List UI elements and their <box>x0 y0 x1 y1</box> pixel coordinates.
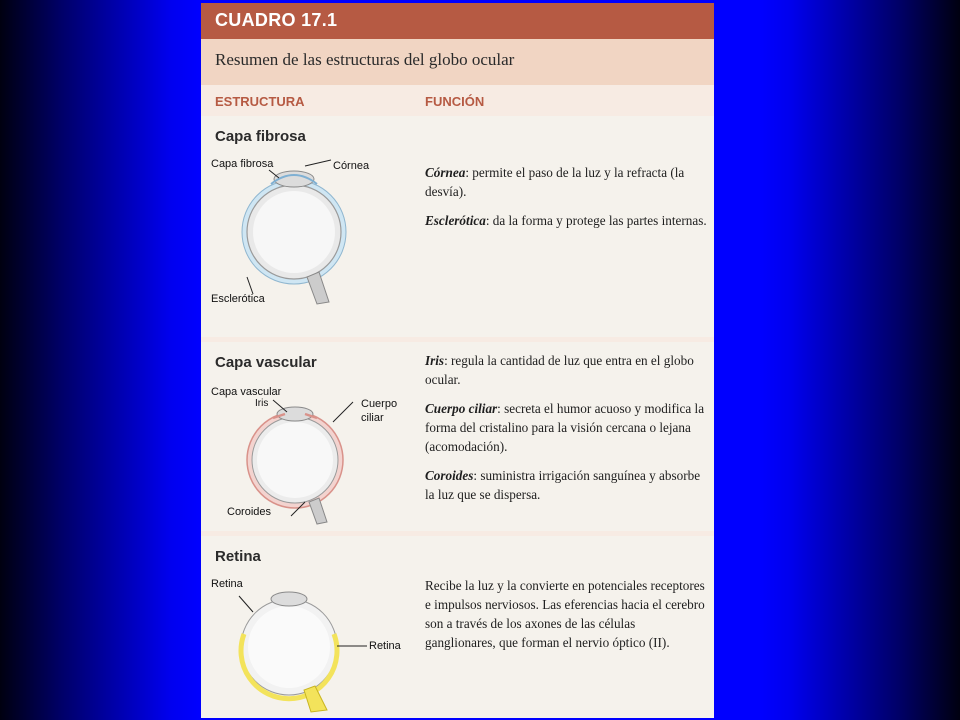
table-banner <box>201 3 714 39</box>
summary-table-card <box>201 3 714 718</box>
section-title: Capa vascular <box>215 354 317 371</box>
iris-function: Iris: regula la cantidad de luz que entra en el globo ocular. <box>425 353 694 387</box>
retina-function: Recibe la luz y la convierte en potenciales receptores e impulsos nerviosos. Las eferencias hacia el cerebro son a través de los axones de las células ganglionares, que forman el nervio óptico (II). <box>425 578 705 650</box>
sclera-function: Esclerótica: da la forma y protege las partes internas. <box>425 213 707 228</box>
table-caption-bar <box>201 39 714 85</box>
fibrous-layer-description <box>425 163 707 240</box>
table-number: CUADRO 17.1 <box>215 10 338 30</box>
label-fibrous-layer: Capa fibrosa <box>211 158 274 170</box>
label-cornea: Córnea <box>333 160 370 172</box>
choroid-function: Coroides: suministra irrigación sanguínea y absorbe la luz que se dispersa. <box>425 468 701 502</box>
table-row-retina <box>201 536 714 718</box>
section-title: Retina <box>215 548 261 565</box>
label-iris: Iris <box>255 398 269 409</box>
vascular-layer-description <box>425 351 707 514</box>
label-vascular-layer: Capa vascular <box>211 386 282 398</box>
column-headers <box>201 85 714 115</box>
section-title: Capa fibrosa <box>215 128 306 145</box>
column-header-function: FUNCIÓN <box>425 94 485 109</box>
label-retina-top: Retina <box>211 578 243 590</box>
label-retina-side: Retina <box>369 640 401 652</box>
cornea-function: Córnea: permite el paso de la luz y la refracta (la desvía). <box>425 165 685 199</box>
table-row-vascular-layer <box>201 342 714 531</box>
label-sclera: Esclerótica <box>211 293 265 305</box>
table-caption: Resumen de las estructuras del globo ocular <box>215 50 515 69</box>
retina-description <box>425 576 707 662</box>
column-header-structure: ESTRUCTURA <box>215 94 305 109</box>
label-ciliary-body-2: ciliar <box>361 412 384 424</box>
label-ciliary-body-1: Cuerpo <box>361 398 398 410</box>
label-choroid: Coroides <box>227 506 272 518</box>
ciliary-body-function: Cuerpo ciliar: secreta el humor acuoso y modifica la forma del cristalino para la visión cercana o lejana (acomodación). <box>425 401 705 454</box>
table-row-fibrous-layer <box>201 116 714 337</box>
